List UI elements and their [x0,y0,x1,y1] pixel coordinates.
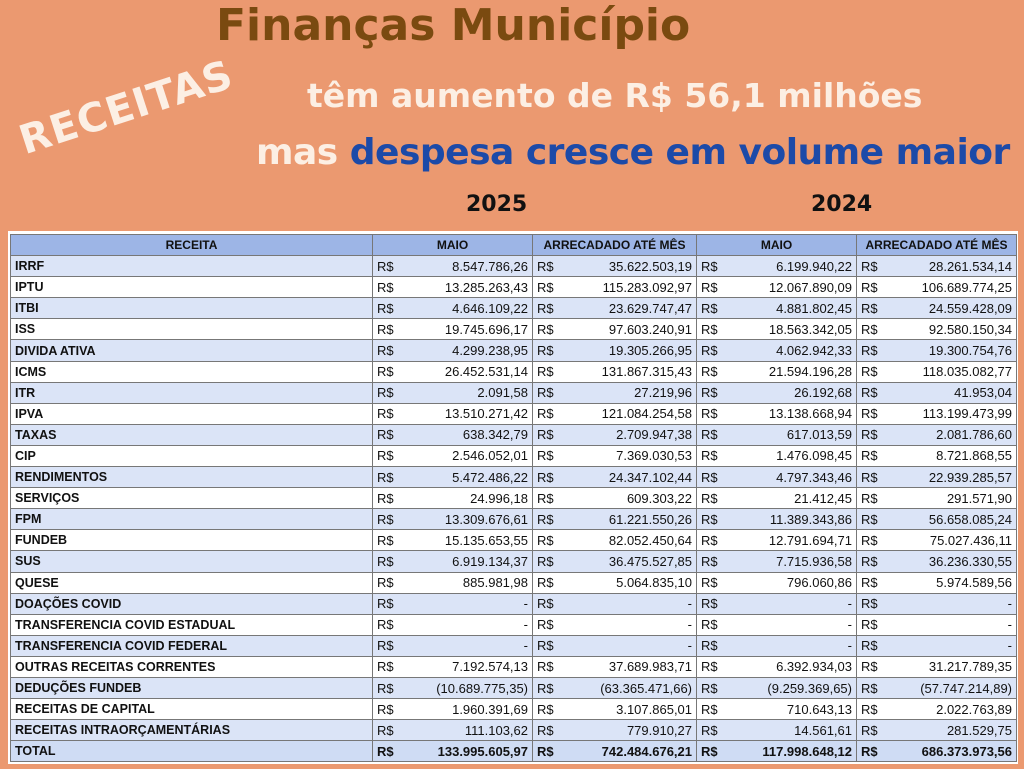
currency-symbol: R$ [373,677,399,698]
maio-2025-value: - [399,593,533,614]
table-row [697,677,1017,698]
currency-symbol: R$ [533,551,559,572]
currency-symbol: R$ [373,614,399,635]
table-row [697,467,1017,488]
currency-symbol: R$ [697,635,723,656]
table-row [697,593,1017,614]
currency-symbol: R$ [697,614,723,635]
maio-2025-value: 111.103,62 [399,720,533,741]
arrecadado-2025-value: 742.484.676,21 [559,741,697,762]
arrecadado-2024-value: 5.974.589,56 [883,572,1017,593]
currency-symbol: R$ [697,720,723,741]
maio-2024-value: - [723,635,857,656]
arrecadado-2025-value: - [559,614,697,635]
maio-2025-value: 15.135.653,55 [399,530,533,551]
arrecadado-2024-value: 291.571,90 [883,488,1017,509]
maio-2025-value: 4.646.109,22 [399,298,533,319]
maio-2025-value: 638.342,79 [399,424,533,445]
arrecadado-2024-value: (57.747.214,89) [883,677,1017,698]
currency-symbol: R$ [373,488,399,509]
currency-symbol: R$ [857,467,883,488]
currency-symbol: R$ [697,361,723,382]
currency-symbol: R$ [533,656,559,677]
arrecadado-2025-value: - [559,593,697,614]
revenue-label: RECEITAS INTRAORÇAMENTÁRIAS [11,720,373,741]
table-row [11,445,697,466]
maio-2025-value: - [399,635,533,656]
maio-2024-value: 6.392.934,03 [723,656,857,677]
revenue-label: RECEITAS DE CAPITAL [11,699,373,720]
table-row [697,340,1017,361]
table-row [11,551,697,572]
currency-symbol: R$ [697,677,723,698]
table-2025 [10,234,697,762]
currency-symbol: R$ [373,277,399,298]
currency-symbol: R$ [697,656,723,677]
currency-symbol: R$ [533,741,559,762]
revenue-label: TOTAL [11,741,373,762]
currency-symbol: R$ [373,361,399,382]
currency-symbol: R$ [373,403,399,424]
maio-2025-value: 6.919.134,37 [399,551,533,572]
revenue-label: DEDUÇÕES FUNDEB [11,677,373,698]
arrecadado-2025-value: (63.365.471,66) [559,677,697,698]
table-row [11,277,697,298]
maio-2025-value: 24.996,18 [399,488,533,509]
currency-symbol: R$ [857,424,883,445]
currency-symbol: R$ [533,298,559,319]
currency-symbol: R$ [857,256,883,277]
year-2024-heading: 2024 [811,192,873,217]
revenue-label: SUS [11,551,373,572]
currency-symbol: R$ [857,340,883,361]
arrecadado-2025-value: 37.689.983,71 [559,656,697,677]
subtitle-line-2-highlight: despesa cresce em volume maior [349,132,1010,173]
maio-2025-value: 13.285.263,43 [399,277,533,298]
currency-symbol: R$ [697,593,723,614]
currency-symbol: R$ [857,488,883,509]
currency-symbol: R$ [373,298,399,319]
currency-symbol: R$ [857,593,883,614]
arrecadado-2024-value: 36.236.330,55 [883,551,1017,572]
currency-symbol: R$ [697,530,723,551]
table-row [11,635,697,656]
revenue-label: FPM [11,509,373,530]
revenue-label: IPTU [11,277,373,298]
maio-2024-value: 617.013,59 [723,424,857,445]
arrecadado-2025-value: 35.622.503,19 [559,256,697,277]
currency-symbol: R$ [697,298,723,319]
currency-symbol: R$ [697,551,723,572]
revenue-label: OUTRAS RECEITAS CORRENTES [11,656,373,677]
table-row [697,635,1017,656]
maio-2024-value: 117.998.648,12 [723,741,857,762]
maio-2024-value: 18.563.342,05 [723,319,857,340]
maio-2025-value: 19.745.696,17 [399,319,533,340]
table-row [11,467,697,488]
arrecadado-2024-value: 92.580.150,34 [883,319,1017,340]
currency-symbol: R$ [373,256,399,277]
currency-symbol: R$ [373,635,399,656]
currency-symbol: R$ [533,340,559,361]
arrecadado-2025-value: 121.084.254,58 [559,403,697,424]
arrecadado-2025-value: 609.303,22 [559,488,697,509]
table-row [11,382,697,403]
currency-symbol: R$ [373,741,399,762]
revenue-label: DOAÇÕES COVID [11,593,373,614]
currency-symbol: R$ [533,509,559,530]
receitas-stamp: RECEITAS [13,51,239,164]
table-row [697,256,1017,277]
arrecadado-2025-value: 779.910,27 [559,720,697,741]
arrecadado-2025-value: 97.603.240,91 [559,319,697,340]
revenue-label: QUESE [11,572,373,593]
table-row [11,677,697,698]
arrecadado-2025-value: 36.475.527,85 [559,551,697,572]
revenue-label: ITR [11,382,373,403]
currency-symbol: R$ [373,424,399,445]
maio-2024-value: 4.062.942,33 [723,340,857,361]
maio-2024-value: 14.561,61 [723,720,857,741]
table-row [11,488,697,509]
currency-symbol: R$ [533,319,559,340]
arrecadado-2024-value: 118.035.082,77 [883,361,1017,382]
year-2025-heading: 2025 [466,192,528,217]
table-row [11,424,697,445]
arrecadado-2024-value: 22.939.285,57 [883,467,1017,488]
table-row [697,699,1017,720]
currency-symbol: R$ [533,256,559,277]
currency-symbol: R$ [373,699,399,720]
table-row [11,699,697,720]
maio-2024-value: 4.881.802,45 [723,298,857,319]
revenue-label: ISS [11,319,373,340]
maio-2024-value: 1.476.098,45 [723,445,857,466]
currency-symbol: R$ [373,340,399,361]
maio-2025-value: 13.510.271,42 [399,403,533,424]
currency-symbol: R$ [697,467,723,488]
arrecadado-2025-value: - [559,635,697,656]
currency-symbol: R$ [697,509,723,530]
currency-symbol: R$ [697,340,723,361]
table-row [697,403,1017,424]
table-row [697,319,1017,340]
arrecadado-2024-value: 106.689.774,25 [883,277,1017,298]
table-row [11,509,697,530]
currency-symbol: R$ [857,530,883,551]
currency-symbol: R$ [857,572,883,593]
arrecadado-2024-value: 281.529,75 [883,720,1017,741]
maio-2025-value: 2.091,58 [399,382,533,403]
currency-symbol: R$ [857,361,883,382]
col-header-maio-2025: MAIO [373,235,533,256]
subtitle-line-2 [256,132,1010,173]
maio-2025-value: 8.547.786,26 [399,256,533,277]
revenue-label: CIP [11,445,373,466]
arrecadado-2024-value: 2.081.786,60 [883,424,1017,445]
currency-symbol: R$ [857,509,883,530]
arrecadado-2024-value: 8.721.868,55 [883,445,1017,466]
currency-symbol: R$ [533,699,559,720]
table-row [11,403,697,424]
table-row [697,509,1017,530]
table-row [697,572,1017,593]
currency-symbol: R$ [857,677,883,698]
table-row [11,256,697,277]
table-row [697,656,1017,677]
arrecadado-2024-value: 28.261.534,14 [883,256,1017,277]
revenue-label: IRRF [11,256,373,277]
currency-symbol: R$ [533,530,559,551]
currency-symbol: R$ [533,424,559,445]
currency-symbol: R$ [857,445,883,466]
arrecadado-2025-value: 131.867.315,43 [559,361,697,382]
currency-symbol: R$ [533,445,559,466]
table-row [697,277,1017,298]
table-row [697,614,1017,635]
currency-symbol: R$ [697,403,723,424]
maio-2025-value: 885.981,98 [399,572,533,593]
currency-symbol: R$ [533,572,559,593]
revenue-label: DIVIDA ATIVA [11,340,373,361]
arrecadado-2024-value: - [883,614,1017,635]
arrecadado-2024-value: 41.953,04 [883,382,1017,403]
maio-2024-value: 21.412,45 [723,488,857,509]
table-row [697,720,1017,741]
page-title: Finanças Município [216,0,691,51]
maio-2024-value: - [723,614,857,635]
arrecadado-2025-value: 2.709.947,38 [559,424,697,445]
currency-symbol: R$ [533,382,559,403]
currency-symbol: R$ [373,572,399,593]
arrecadado-2024-value: 113.199.473,99 [883,403,1017,424]
currency-symbol: R$ [533,593,559,614]
revenue-label: TAXAS [11,424,373,445]
maio-2025-value: 1.960.391,69 [399,699,533,720]
currency-symbol: R$ [373,530,399,551]
table-total-row [697,741,1017,762]
currency-symbol: R$ [533,635,559,656]
maio-2024-value: 4.797.343,46 [723,467,857,488]
maio-2024-value: 13.138.668,94 [723,403,857,424]
col-header-maio-2024: MAIO [697,235,857,256]
arrecadado-2024-value: 19.300.754,76 [883,340,1017,361]
revenue-label: IPVA [11,403,373,424]
revenue-tables [8,231,1018,764]
maio-2024-value: 12.067.890,09 [723,277,857,298]
maio-2024-value: 7.715.936,58 [723,551,857,572]
arrecadado-2024-value: - [883,635,1017,656]
currency-symbol: R$ [857,720,883,741]
maio-2024-value: (9.259.369,65) [723,677,857,698]
currency-symbol: R$ [857,277,883,298]
currency-symbol: R$ [373,382,399,403]
table-row [11,319,697,340]
arrecadado-2024-value: 686.373.973,56 [883,741,1017,762]
subtitle-line-1: têm aumento de R$ 56,1 milhões [307,76,923,115]
currency-symbol: R$ [857,403,883,424]
currency-symbol: R$ [373,656,399,677]
table-2024 [696,234,1017,762]
table-row [697,361,1017,382]
currency-symbol: R$ [697,277,723,298]
currency-symbol: R$ [373,319,399,340]
col-header-arrecadado-2024: ARRECADADO ATÉ MÊS [857,235,1017,256]
currency-symbol: R$ [373,593,399,614]
currency-symbol: R$ [697,699,723,720]
maio-2025-value: 13.309.676,61 [399,509,533,530]
maio-2025-value: 4.299.238,95 [399,340,533,361]
col-header-receita: RECEITA [11,235,373,256]
currency-symbol: R$ [857,382,883,403]
revenue-label: FUNDEB [11,530,373,551]
currency-symbol: R$ [533,720,559,741]
arrecadado-2025-value: 27.219,96 [559,382,697,403]
currency-symbol: R$ [533,277,559,298]
currency-symbol: R$ [533,488,559,509]
arrecadado-2025-value: 82.052.450,64 [559,530,697,551]
maio-2024-value: 26.192,68 [723,382,857,403]
currency-symbol: R$ [533,467,559,488]
currency-symbol: R$ [857,699,883,720]
maio-2025-value: 7.192.574,13 [399,656,533,677]
currency-symbol: R$ [697,256,723,277]
currency-symbol: R$ [533,403,559,424]
maio-2025-value: 133.995.605,97 [399,741,533,762]
currency-symbol: R$ [857,551,883,572]
arrecadado-2025-value: 3.107.865,01 [559,699,697,720]
currency-symbol: R$ [857,656,883,677]
table-row [11,530,697,551]
currency-symbol: R$ [697,445,723,466]
currency-symbol: R$ [373,720,399,741]
subtitle-line-2-prefix: mas [256,132,350,173]
currency-symbol: R$ [857,614,883,635]
currency-symbol: R$ [373,551,399,572]
currency-symbol: R$ [697,424,723,445]
maio-2024-value: 21.594.196,28 [723,361,857,382]
table-total-row [11,741,697,762]
maio-2024-value: - [723,593,857,614]
currency-symbol: R$ [373,509,399,530]
col-header-arrecadado-2025: ARRECADADO ATÉ MÊS [533,235,697,256]
maio-2025-value: 2.546.052,01 [399,445,533,466]
currency-symbol: R$ [857,298,883,319]
table-row [11,593,697,614]
table-row [11,340,697,361]
table-row [697,551,1017,572]
arrecadado-2024-value: 31.217.789,35 [883,656,1017,677]
revenue-label: TRANSFERENCIA COVID FEDERAL [11,635,373,656]
currency-symbol: R$ [697,319,723,340]
arrecadado-2024-value: 2.022.763,89 [883,699,1017,720]
currency-symbol: R$ [533,361,559,382]
arrecadado-2025-value: 7.369.030,53 [559,445,697,466]
table-row [697,445,1017,466]
arrecadado-2024-value: 24.559.428,09 [883,298,1017,319]
currency-symbol: R$ [373,445,399,466]
currency-symbol: R$ [697,382,723,403]
revenue-label: TRANSFERENCIA COVID ESTADUAL [11,614,373,635]
currency-symbol: R$ [533,614,559,635]
arrecadado-2025-value: 61.221.550,26 [559,509,697,530]
maio-2025-value: 26.452.531,14 [399,361,533,382]
maio-2024-value: 710.643,13 [723,699,857,720]
table-row [697,424,1017,445]
arrecadado-2024-value: 56.658.085,24 [883,509,1017,530]
arrecadado-2025-value: 19.305.266,95 [559,340,697,361]
revenue-label: RENDIMENTOS [11,467,373,488]
currency-symbol: R$ [373,467,399,488]
revenue-label: ICMS [11,361,373,382]
table-row [11,656,697,677]
currency-symbol: R$ [533,677,559,698]
table-row [11,361,697,382]
arrecadado-2025-value: 115.283.092,97 [559,277,697,298]
maio-2024-value: 796.060,86 [723,572,857,593]
table-row [697,382,1017,403]
arrecadado-2025-value: 24.347.102,44 [559,467,697,488]
table-row [11,614,697,635]
table-row [697,530,1017,551]
maio-2025-value: 5.472.486,22 [399,467,533,488]
maio-2024-value: 12.791.694,71 [723,530,857,551]
maio-2025-value: - [399,614,533,635]
maio-2024-value: 6.199.940,22 [723,256,857,277]
currency-symbol: R$ [857,635,883,656]
arrecadado-2024-value: - [883,593,1017,614]
revenue-label: SERVIÇOS [11,488,373,509]
currency-symbol: R$ [697,488,723,509]
currency-symbol: R$ [857,741,883,762]
currency-symbol: R$ [697,741,723,762]
revenue-label: ITBI [11,298,373,319]
currency-symbol: R$ [857,319,883,340]
arrecadado-2024-value: 75.027.436,11 [883,530,1017,551]
arrecadado-2025-value: 5.064.835,10 [559,572,697,593]
currency-symbol: R$ [697,572,723,593]
maio-2024-value: 11.389.343,86 [723,509,857,530]
table-row [11,720,697,741]
table-row [11,572,697,593]
maio-2025-value: (10.689.775,35) [399,677,533,698]
arrecadado-2025-value: 23.629.747,47 [559,298,697,319]
table-row [11,298,697,319]
table-row [697,298,1017,319]
table-row [697,488,1017,509]
